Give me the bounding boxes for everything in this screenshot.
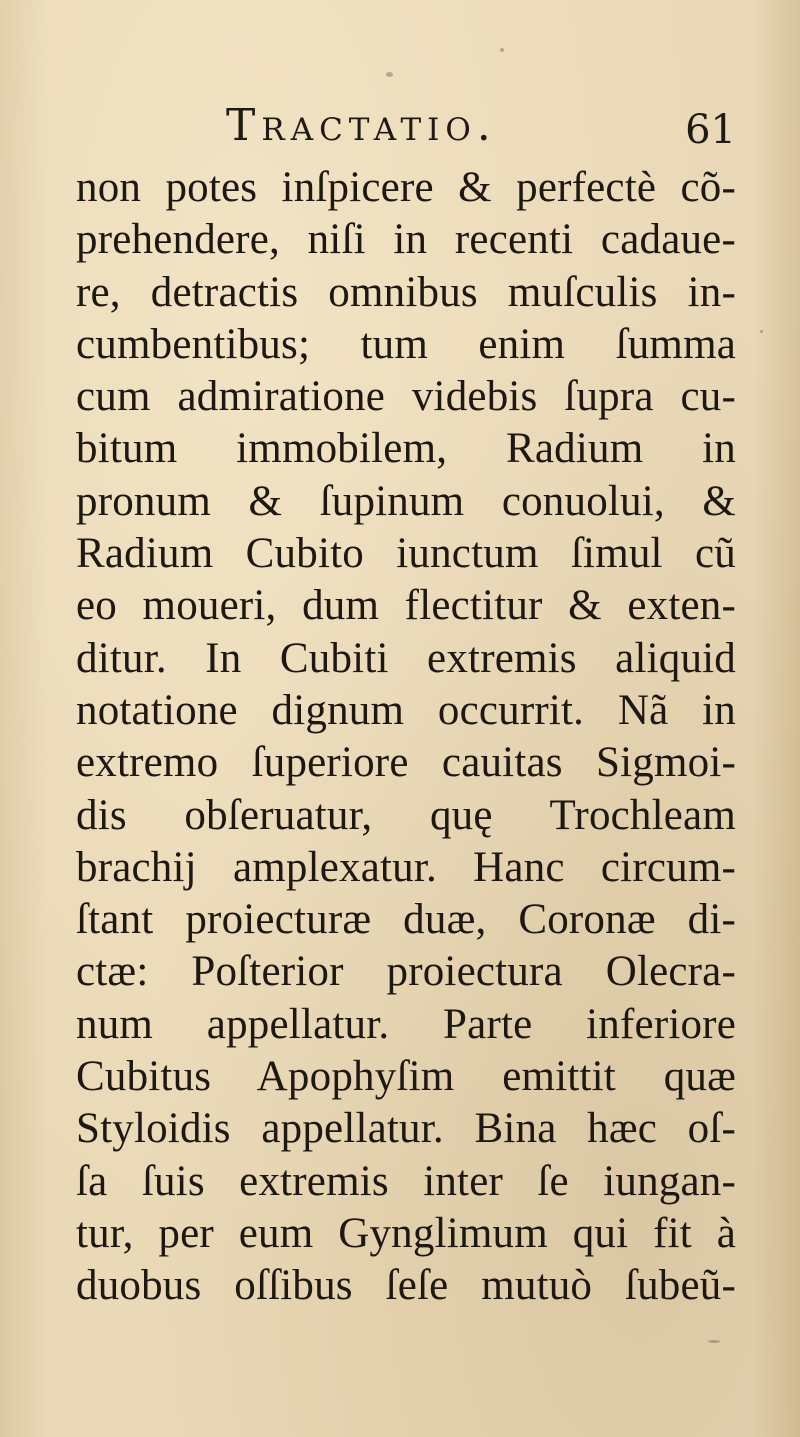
- body-text: [76, 162, 736, 1313]
- text-line: num appellatur. Parte inferiore: [76, 1000, 736, 1048]
- text-line: notatione dignum occurrit. Nã in: [76, 686, 736, 734]
- ink-speck: [708, 1340, 720, 1343]
- text-line: prehendere, niſi in recenti cadaue-: [76, 216, 736, 264]
- text-line: Cubitus Apophyſim emittit quæ: [76, 1053, 736, 1101]
- text-line: cum admiratione videbis ſupra cu-: [76, 373, 736, 421]
- text-line: ſtant proiecturæ duæ, Coronæ di-: [76, 896, 736, 944]
- text-line: Styloidis appellatur. Bina hæc oſ-: [76, 1105, 736, 1153]
- text-line: non potes inſpicere & perfectè cõ-: [76, 164, 736, 211]
- ink-speck: [760, 330, 763, 333]
- text-line: ctæ: Poſterior proiectura Olecra-: [76, 948, 736, 996]
- ink-speck: [386, 72, 393, 77]
- text-line: duobus oſſibus ſeſe mutuò ſubeũ-: [76, 1262, 736, 1310]
- text-line: Radium Cubito iunctum ſimul cũ: [76, 530, 736, 578]
- text-line: dis obſeruatur, quę Trochleam: [76, 791, 736, 839]
- text-line: extremo ſuperiore cauitas Sigmoi-: [76, 739, 736, 787]
- text-line: tur, per eum Gynglimum qui fit à: [76, 1209, 736, 1257]
- text-line: re, detractis omnibus muſculis in-: [76, 268, 736, 316]
- page-number: 61: [685, 107, 736, 153]
- page-header: [76, 96, 736, 166]
- text-line: eo moueri, dum flectitur & exten-: [76, 582, 736, 630]
- text-line: brachij amplexatur. Hanc circum-: [76, 843, 736, 891]
- running-head: Tractatio.: [226, 100, 497, 151]
- text-line: bitum immobilem, Radium in: [76, 425, 736, 473]
- text-line: ditur. In Cubiti extremis aliquid: [76, 634, 736, 682]
- text-line: ſa ſuis extremis inter ſe iungan-: [76, 1157, 736, 1205]
- text-line: pronum & ſupinum conuolui, &: [76, 477, 736, 525]
- text-line: cumbentibus; tum enim ſumma: [76, 320, 736, 368]
- ink-speck: [500, 48, 504, 52]
